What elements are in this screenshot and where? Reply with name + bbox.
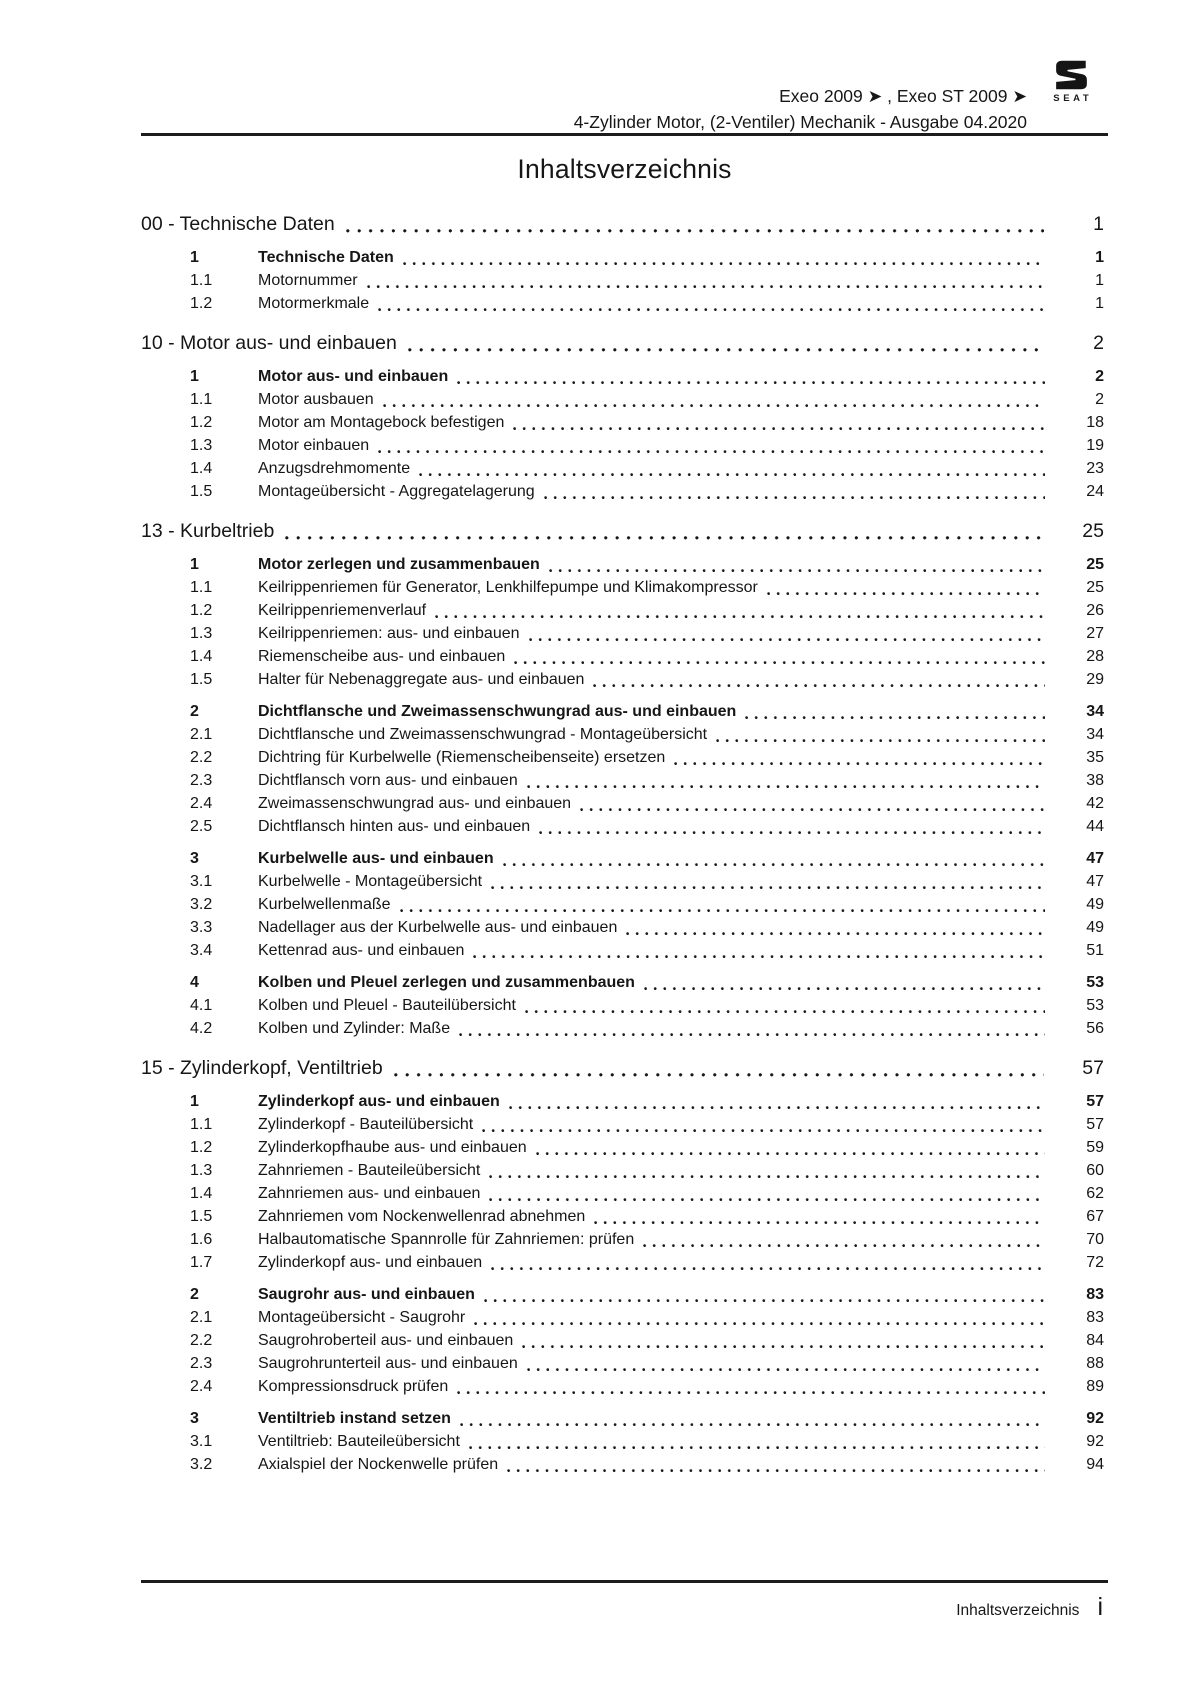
toc-entry-page: 23 xyxy=(1086,460,1104,477)
toc xyxy=(141,196,1104,1476)
toc-entry-label: Motor zerlegen und zusammenbauen xyxy=(258,556,540,573)
toc-entry-row[interactable] xyxy=(141,769,1104,792)
dot-leader xyxy=(549,569,1045,573)
toc-entry-row[interactable] xyxy=(141,1430,1104,1453)
toc-entry-number: 3 xyxy=(190,850,199,867)
toc-entry-row[interactable] xyxy=(141,939,1104,962)
dot-leader xyxy=(580,808,1045,812)
toc-entry-number: 1 xyxy=(190,249,199,266)
dot-leader xyxy=(491,1267,1045,1271)
footer-page-number: i xyxy=(1097,1593,1103,1621)
dot-leader xyxy=(626,932,1045,936)
toc-entry-label: Kolben und Zylinder: Maße xyxy=(258,1020,451,1037)
toc-entry-row[interactable] xyxy=(141,1205,1104,1228)
toc-entry-page: 84 xyxy=(1086,1332,1104,1349)
dot-leader xyxy=(644,987,1045,991)
toc-entry-page: 88 xyxy=(1086,1355,1104,1372)
toc-entry-label: Riemenscheibe aus- und einbauen xyxy=(258,648,506,665)
toc-entry-row[interactable] xyxy=(141,1283,1104,1306)
toc-entry-number: 1.3 xyxy=(190,1162,213,1179)
toc-entry-row[interactable] xyxy=(141,1090,1104,1113)
dot-leader xyxy=(674,762,1045,766)
toc-entry-label: Zylinderkopf aus- und einbauen xyxy=(258,1254,483,1271)
toc-entry-number: 1.1 xyxy=(190,579,213,596)
toc-entry-number: 2.4 xyxy=(190,1378,213,1395)
toc-entry-label: Dichtring für Kurbelwelle (Riemenscheibenseite) ersetzen xyxy=(258,749,666,766)
toc-entry-number: 1.1 xyxy=(190,1116,213,1133)
dot-leader xyxy=(509,1106,1045,1110)
toc-entry-label: Keilrippenriemen für Generator, Lenkhilfepumpe und Klimakompressor xyxy=(258,579,758,596)
toc-entry-label: Halter für Nebenaggregate aus- und einbauen xyxy=(258,671,585,688)
toc-entry-number: 3.2 xyxy=(190,896,213,913)
toc-entry-label: Saugrohroberteil aus- und einbauen xyxy=(258,1332,514,1349)
toc-entry-page: 92 xyxy=(1086,1433,1104,1450)
toc-section-entries xyxy=(141,246,1104,315)
toc-entry-page: 67 xyxy=(1086,1208,1104,1225)
toc-entry-label: Motor aus- und einbauen xyxy=(258,368,449,385)
toc-entry-page: 47 xyxy=(1086,873,1104,890)
toc-entry-label: Kurbelwellenmaße xyxy=(258,896,391,913)
toc-entry-label: Zahnriemen aus- und einbauen xyxy=(258,1185,481,1202)
toc-entry-page: 89 xyxy=(1086,1378,1104,1395)
toc-entry-page: 60 xyxy=(1086,1162,1104,1179)
toc-entry-label: Zahnriemen - Bauteileübersicht xyxy=(258,1162,481,1179)
toc-entry-label: Anzugsdrehmomente xyxy=(258,460,411,477)
toc-entry-label: Dichtflansche und Zweimassenschwungrad aus- und einbauen xyxy=(258,703,737,720)
toc-section-row[interactable] xyxy=(141,211,1104,237)
toc-entry-number: 3.3 xyxy=(190,919,213,936)
toc-section-title: 15 - Zylinderkopf, Ventiltrieb xyxy=(141,1057,383,1079)
dot-leader xyxy=(457,1391,1045,1395)
toc-entry-number: 2.5 xyxy=(190,818,213,835)
toc-entry-label: Zweimassenschwungrad aus- und einbauen xyxy=(258,795,572,812)
toc-entry-label: Kettenrad aus- und einbauen xyxy=(258,942,465,959)
dot-leader xyxy=(378,450,1045,454)
toc-entry-number: 3 xyxy=(190,1410,199,1427)
toc-entry-label: Motor am Montagebock befestigen xyxy=(258,414,505,431)
toc-entry-label: Zylinderkopf aus- und einbauen xyxy=(258,1093,500,1110)
toc-entry-label: Ventiltrieb: Bauteileübersicht xyxy=(258,1433,460,1450)
footer-label: Inhaltsverzeichnis xyxy=(956,1602,1080,1619)
toc-section-row[interactable] xyxy=(141,518,1104,544)
toc-entry-number: 1.5 xyxy=(190,483,213,500)
toc-entry-row[interactable] xyxy=(141,553,1104,576)
toc-section-entries xyxy=(141,365,1104,503)
toc-entry-row[interactable] xyxy=(141,1375,1104,1398)
toc-entry-label: Zahnriemen vom Nockenwellenrad abnehmen xyxy=(258,1208,586,1225)
toc-entry-row[interactable] xyxy=(141,365,1104,388)
toc-entry-number: 1 xyxy=(190,1093,199,1110)
toc-entry-row[interactable] xyxy=(141,388,1104,411)
dot-leader xyxy=(513,427,1045,431)
toc-entry-number: 1 xyxy=(190,368,199,385)
toc-entry-label: Keilrippenriemen: aus- und einbauen xyxy=(258,625,520,642)
toc-entry-label: Kolben und Pleuel - Bauteilübersicht xyxy=(258,997,516,1014)
toc-entry-page: 18 xyxy=(1086,414,1104,431)
toc-section-entries xyxy=(141,553,1104,1040)
toc-entry-row[interactable] xyxy=(141,622,1104,645)
dot-leader xyxy=(594,1221,1045,1225)
toc-section xyxy=(141,1055,1104,1476)
dot-leader xyxy=(469,1446,1045,1450)
toc-entry-number: 3.4 xyxy=(190,942,213,959)
toc-entry-row[interactable] xyxy=(141,1136,1104,1159)
dot-leader xyxy=(489,1175,1045,1179)
toc-entry-number: 3.2 xyxy=(190,1456,213,1473)
toc-entry-row[interactable] xyxy=(141,792,1104,815)
toc-section-entries xyxy=(141,1090,1104,1476)
toc-entry-row[interactable] xyxy=(141,870,1104,893)
toc-entry-label: Zylinderkopf - Bauteilübersicht xyxy=(258,1116,474,1133)
dot-leader xyxy=(514,661,1045,665)
dot-leader xyxy=(767,592,1045,596)
toc-section-page: 25 xyxy=(1082,520,1104,542)
toc-entry-row[interactable] xyxy=(141,971,1104,994)
toc-entry-page: 51 xyxy=(1086,942,1104,959)
seat-logo xyxy=(1040,60,1102,104)
toc-entry-page: 70 xyxy=(1086,1231,1104,1248)
header-doc-title: 4-Zylinder Motor, (2-Ventiler) Mechanik - Ausgabe 04.2020 xyxy=(573,112,1027,132)
dot-leader xyxy=(489,1198,1045,1202)
dot-leader xyxy=(435,615,1045,619)
toc-entry-number: 2.1 xyxy=(190,1309,213,1326)
toc-entry-number: 3.1 xyxy=(190,1433,213,1450)
toc-entry-number: 1.2 xyxy=(190,602,213,619)
toc-entry-page: 19 xyxy=(1086,437,1104,454)
toc-entry-row[interactable] xyxy=(141,723,1104,746)
toc-entry-label: Kurbelwelle - Montageübersicht xyxy=(258,873,483,890)
toc-entry-number: 3.1 xyxy=(190,873,213,890)
toc-entry-number: 2.2 xyxy=(190,1332,213,1349)
toc-entry-row[interactable] xyxy=(141,815,1104,838)
toc-entry-page: 34 xyxy=(1086,726,1104,743)
toc-entry-label: Halbautomatische Spannrolle für Zahnriemen: prüfen xyxy=(258,1231,635,1248)
dot-leader xyxy=(457,381,1045,385)
toc-entry-row[interactable] xyxy=(141,1407,1104,1430)
toc-entry-page: 47 xyxy=(1086,850,1104,867)
toc-entry-label: Saugrohr aus- und einbauen xyxy=(258,1286,475,1303)
dot-leader xyxy=(419,473,1045,477)
toc-entry-number: 2.3 xyxy=(190,1355,213,1372)
toc-section-page: 2 xyxy=(1093,332,1104,354)
dot-leader xyxy=(507,1469,1045,1473)
toc-entry-label: Kurbelwelle aus- und einbauen xyxy=(258,850,494,867)
toc-entry-label: Nadellager aus der Kurbelwelle aus- und einbauen xyxy=(258,919,618,936)
toc-entry-label: Keilrippenriemenverlauf xyxy=(258,602,427,619)
toc-entry-label: Technische Daten xyxy=(258,249,394,266)
toc-entry-number: 1.2 xyxy=(190,414,213,431)
toc-section-title: 10 - Motor aus- und einbauen xyxy=(141,332,397,354)
dot-leader xyxy=(491,886,1045,890)
toc-entry-row[interactable] xyxy=(141,246,1104,269)
dot-leader xyxy=(367,285,1045,289)
dot-leader xyxy=(473,955,1045,959)
toc-entry-number: 1.2 xyxy=(190,295,213,312)
toc-section xyxy=(141,330,1104,503)
seat-s-icon xyxy=(1040,60,1102,90)
toc-section xyxy=(141,211,1104,315)
toc-entry-page: 24 xyxy=(1086,483,1104,500)
dot-leader xyxy=(378,308,1045,312)
toc-entry-label: Motornummer xyxy=(258,272,358,289)
toc-entry-row[interactable] xyxy=(141,847,1104,870)
toc-section-row[interactable] xyxy=(141,1055,1104,1081)
header-models: Exeo 2009 ➤ , Exeo ST 2009 ➤ xyxy=(779,86,1027,106)
toc-entry-row[interactable] xyxy=(141,480,1104,503)
toc-entry-label: Dichtflansche und Zweimassenschwungrad - Montageübersicht xyxy=(258,726,708,743)
toc-entry-number: 1.6 xyxy=(190,1231,213,1248)
toc-entry-page: 38 xyxy=(1086,772,1104,789)
toc-entry-number: 1.3 xyxy=(190,625,213,642)
toc-entry-number: 2 xyxy=(190,1286,199,1303)
toc-entry-page: 57 xyxy=(1086,1116,1104,1133)
toc-entry-number: 4 xyxy=(190,974,199,991)
dot-leader xyxy=(408,348,1044,352)
toc-entry-number: 1.4 xyxy=(190,460,213,477)
toc-entry-row[interactable] xyxy=(141,1251,1104,1274)
toc-entry-row[interactable] xyxy=(141,1017,1104,1040)
toc-entry-label: Dichtflansch hinten aus- und einbauen xyxy=(258,818,531,835)
toc-entry-page: 27 xyxy=(1086,625,1104,642)
toc-entry-number: 2.4 xyxy=(190,795,213,812)
toc-entry-page: 42 xyxy=(1086,795,1104,812)
toc-entry-number: 1.1 xyxy=(190,272,213,289)
toc-entry-label: Motor ausbauen xyxy=(258,391,374,408)
dot-leader xyxy=(544,496,1045,500)
toc-entry-row[interactable] xyxy=(141,292,1104,315)
dot-leader xyxy=(503,863,1045,867)
toc-entry-number: 1.7 xyxy=(190,1254,213,1271)
footer-rule xyxy=(141,1580,1108,1583)
toc-entry-number: 2.2 xyxy=(190,749,213,766)
toc-entry-page: 35 xyxy=(1086,749,1104,766)
toc-entry-label: Montageübersicht - Saugrohr xyxy=(258,1309,466,1326)
toc-entry-row[interactable] xyxy=(141,645,1104,668)
toc-entry-page: 83 xyxy=(1086,1309,1104,1326)
dot-leader xyxy=(484,1299,1045,1303)
toc-entry-number: 4.1 xyxy=(190,997,213,1014)
dot-leader xyxy=(459,1033,1045,1037)
toc-entry-row[interactable] xyxy=(141,1453,1104,1476)
toc-entry-page: 53 xyxy=(1086,974,1104,991)
dot-leader xyxy=(460,1423,1045,1427)
dot-leader xyxy=(482,1129,1045,1133)
toc-entry-row[interactable] xyxy=(141,1159,1104,1182)
dot-leader xyxy=(394,1073,1044,1077)
toc-entry-number: 1.3 xyxy=(190,437,213,454)
page-footer xyxy=(956,1592,1103,1622)
toc-entry-page: 53 xyxy=(1086,997,1104,1014)
toc-entry-label: Motor einbauen xyxy=(258,437,370,454)
toc-entry-page: 94 xyxy=(1086,1456,1104,1473)
dot-leader xyxy=(522,1345,1045,1349)
dot-leader xyxy=(745,716,1045,720)
toc-entry-page: 34 xyxy=(1086,703,1104,720)
toc-entry-label: Motormerkmale xyxy=(258,295,370,312)
toc-entry-row[interactable] xyxy=(141,668,1104,691)
toc-entry-page: 57 xyxy=(1086,1093,1104,1110)
toc-entry-row[interactable] xyxy=(141,599,1104,622)
toc-entry-row[interactable] xyxy=(141,434,1104,457)
toc-entry-row[interactable] xyxy=(141,893,1104,916)
toc-entry-row[interactable] xyxy=(141,1113,1104,1136)
toc-entry-label: Axialspiel der Nockenwelle prüfen xyxy=(258,1456,499,1473)
toc-entry-row[interactable] xyxy=(141,1228,1104,1251)
toc-entry-number: 1.1 xyxy=(190,391,213,408)
toc-entry-number: 2.3 xyxy=(190,772,213,789)
dot-leader xyxy=(383,404,1045,408)
header-rule xyxy=(141,133,1108,136)
toc-entry-label: Kompressionsdruck prüfen xyxy=(258,1378,449,1395)
toc-entry-page: 1 xyxy=(1095,249,1104,266)
toc-section xyxy=(141,518,1104,1040)
toc-entry-number: 1.5 xyxy=(190,671,213,688)
toc-entry-page: 29 xyxy=(1086,671,1104,688)
toc-entry-page: 2 xyxy=(1095,368,1104,385)
toc-entry-page: 2 xyxy=(1095,391,1104,408)
toc-entry-row[interactable] xyxy=(141,269,1104,292)
toc-entry-page: 59 xyxy=(1086,1139,1104,1156)
toc-entry-label: Ventiltrieb instand setzen xyxy=(258,1410,451,1427)
toc-entry-label: Zylinderkopfhaube aus- und einbauen xyxy=(258,1139,527,1156)
dot-leader xyxy=(346,229,1044,233)
toc-section-title: 13 - Kurbeltrieb xyxy=(141,520,275,542)
toc-entry-page: 56 xyxy=(1086,1020,1104,1037)
toc-entry-page: 1 xyxy=(1095,272,1104,289)
dot-leader xyxy=(527,1368,1045,1372)
toc-entry-page: 83 xyxy=(1086,1286,1104,1303)
toc-entry-number: 2.1 xyxy=(190,726,213,743)
toc-section-page: 57 xyxy=(1082,1057,1104,1079)
toc-entry-label: Kolben und Pleuel zerlegen und zusammenbauen xyxy=(258,974,635,991)
toc-entry-row[interactable] xyxy=(141,1182,1104,1205)
dot-leader xyxy=(527,785,1045,789)
toc-entry-number: 1.4 xyxy=(190,1185,213,1202)
toc-entry-row[interactable] xyxy=(141,916,1104,939)
toc-entry-row[interactable] xyxy=(141,1352,1104,1375)
toc-entry-number: 1.5 xyxy=(190,1208,213,1225)
toc-entry-label: Saugrohrunterteil aus- und einbauen xyxy=(258,1355,518,1372)
toc-entry-page: 49 xyxy=(1086,919,1104,936)
toc-entry-page: 1 xyxy=(1095,295,1104,312)
dot-leader xyxy=(539,831,1045,835)
toc-entry-row[interactable] xyxy=(141,746,1104,769)
dot-leader xyxy=(285,536,1044,540)
toc-entry-page: 44 xyxy=(1086,818,1104,835)
toc-entry-row[interactable] xyxy=(141,700,1104,723)
toc-entry-row[interactable] xyxy=(141,1329,1104,1352)
toc-entry-row[interactable] xyxy=(141,411,1104,434)
toc-entry-number: 2 xyxy=(190,703,199,720)
page-header xyxy=(574,83,1027,135)
toc-entry-number: 1.2 xyxy=(190,1139,213,1156)
toc-entry-number: 1.4 xyxy=(190,648,213,665)
toc-entry-page: 72 xyxy=(1086,1254,1104,1271)
toc-section-page: 1 xyxy=(1093,213,1104,235)
dot-leader xyxy=(716,739,1045,743)
seat-logo-text: SEAT xyxy=(1053,93,1093,104)
toc-entry-label: Montageübersicht - Aggregatelagerung xyxy=(258,483,535,500)
dot-leader xyxy=(474,1322,1045,1326)
toc-entry-row[interactable] xyxy=(141,576,1104,599)
page-title: Inhaltsverzeichnis xyxy=(517,154,732,184)
toc-entry-row[interactable] xyxy=(141,1306,1104,1329)
toc-entry-row[interactable] xyxy=(141,457,1104,480)
dot-leader xyxy=(536,1152,1045,1156)
toc-entry-number: 1 xyxy=(190,556,199,573)
toc-entry-page: 49 xyxy=(1086,896,1104,913)
toc-entry-page: 25 xyxy=(1086,579,1104,596)
toc-entry-number: 4.2 xyxy=(190,1020,213,1037)
toc-entry-page: 28 xyxy=(1086,648,1104,665)
toc-entry-row[interactable] xyxy=(141,994,1104,1017)
dot-leader xyxy=(403,262,1045,266)
dot-leader xyxy=(643,1244,1045,1248)
dot-leader xyxy=(525,1010,1045,1014)
toc-entry-label: Dichtflansch vorn aus- und einbauen xyxy=(258,772,518,789)
toc-entry-page: 62 xyxy=(1086,1185,1104,1202)
toc-entry-page: 26 xyxy=(1086,602,1104,619)
dot-leader xyxy=(529,638,1045,642)
toc-entry-page: 92 xyxy=(1086,1410,1104,1427)
dot-leader xyxy=(593,684,1045,688)
toc-section-row[interactable] xyxy=(141,330,1104,356)
toc-section-title: 00 - Technische Daten xyxy=(141,213,335,235)
toc-entry-page: 25 xyxy=(1086,556,1104,573)
dot-leader xyxy=(400,909,1045,913)
